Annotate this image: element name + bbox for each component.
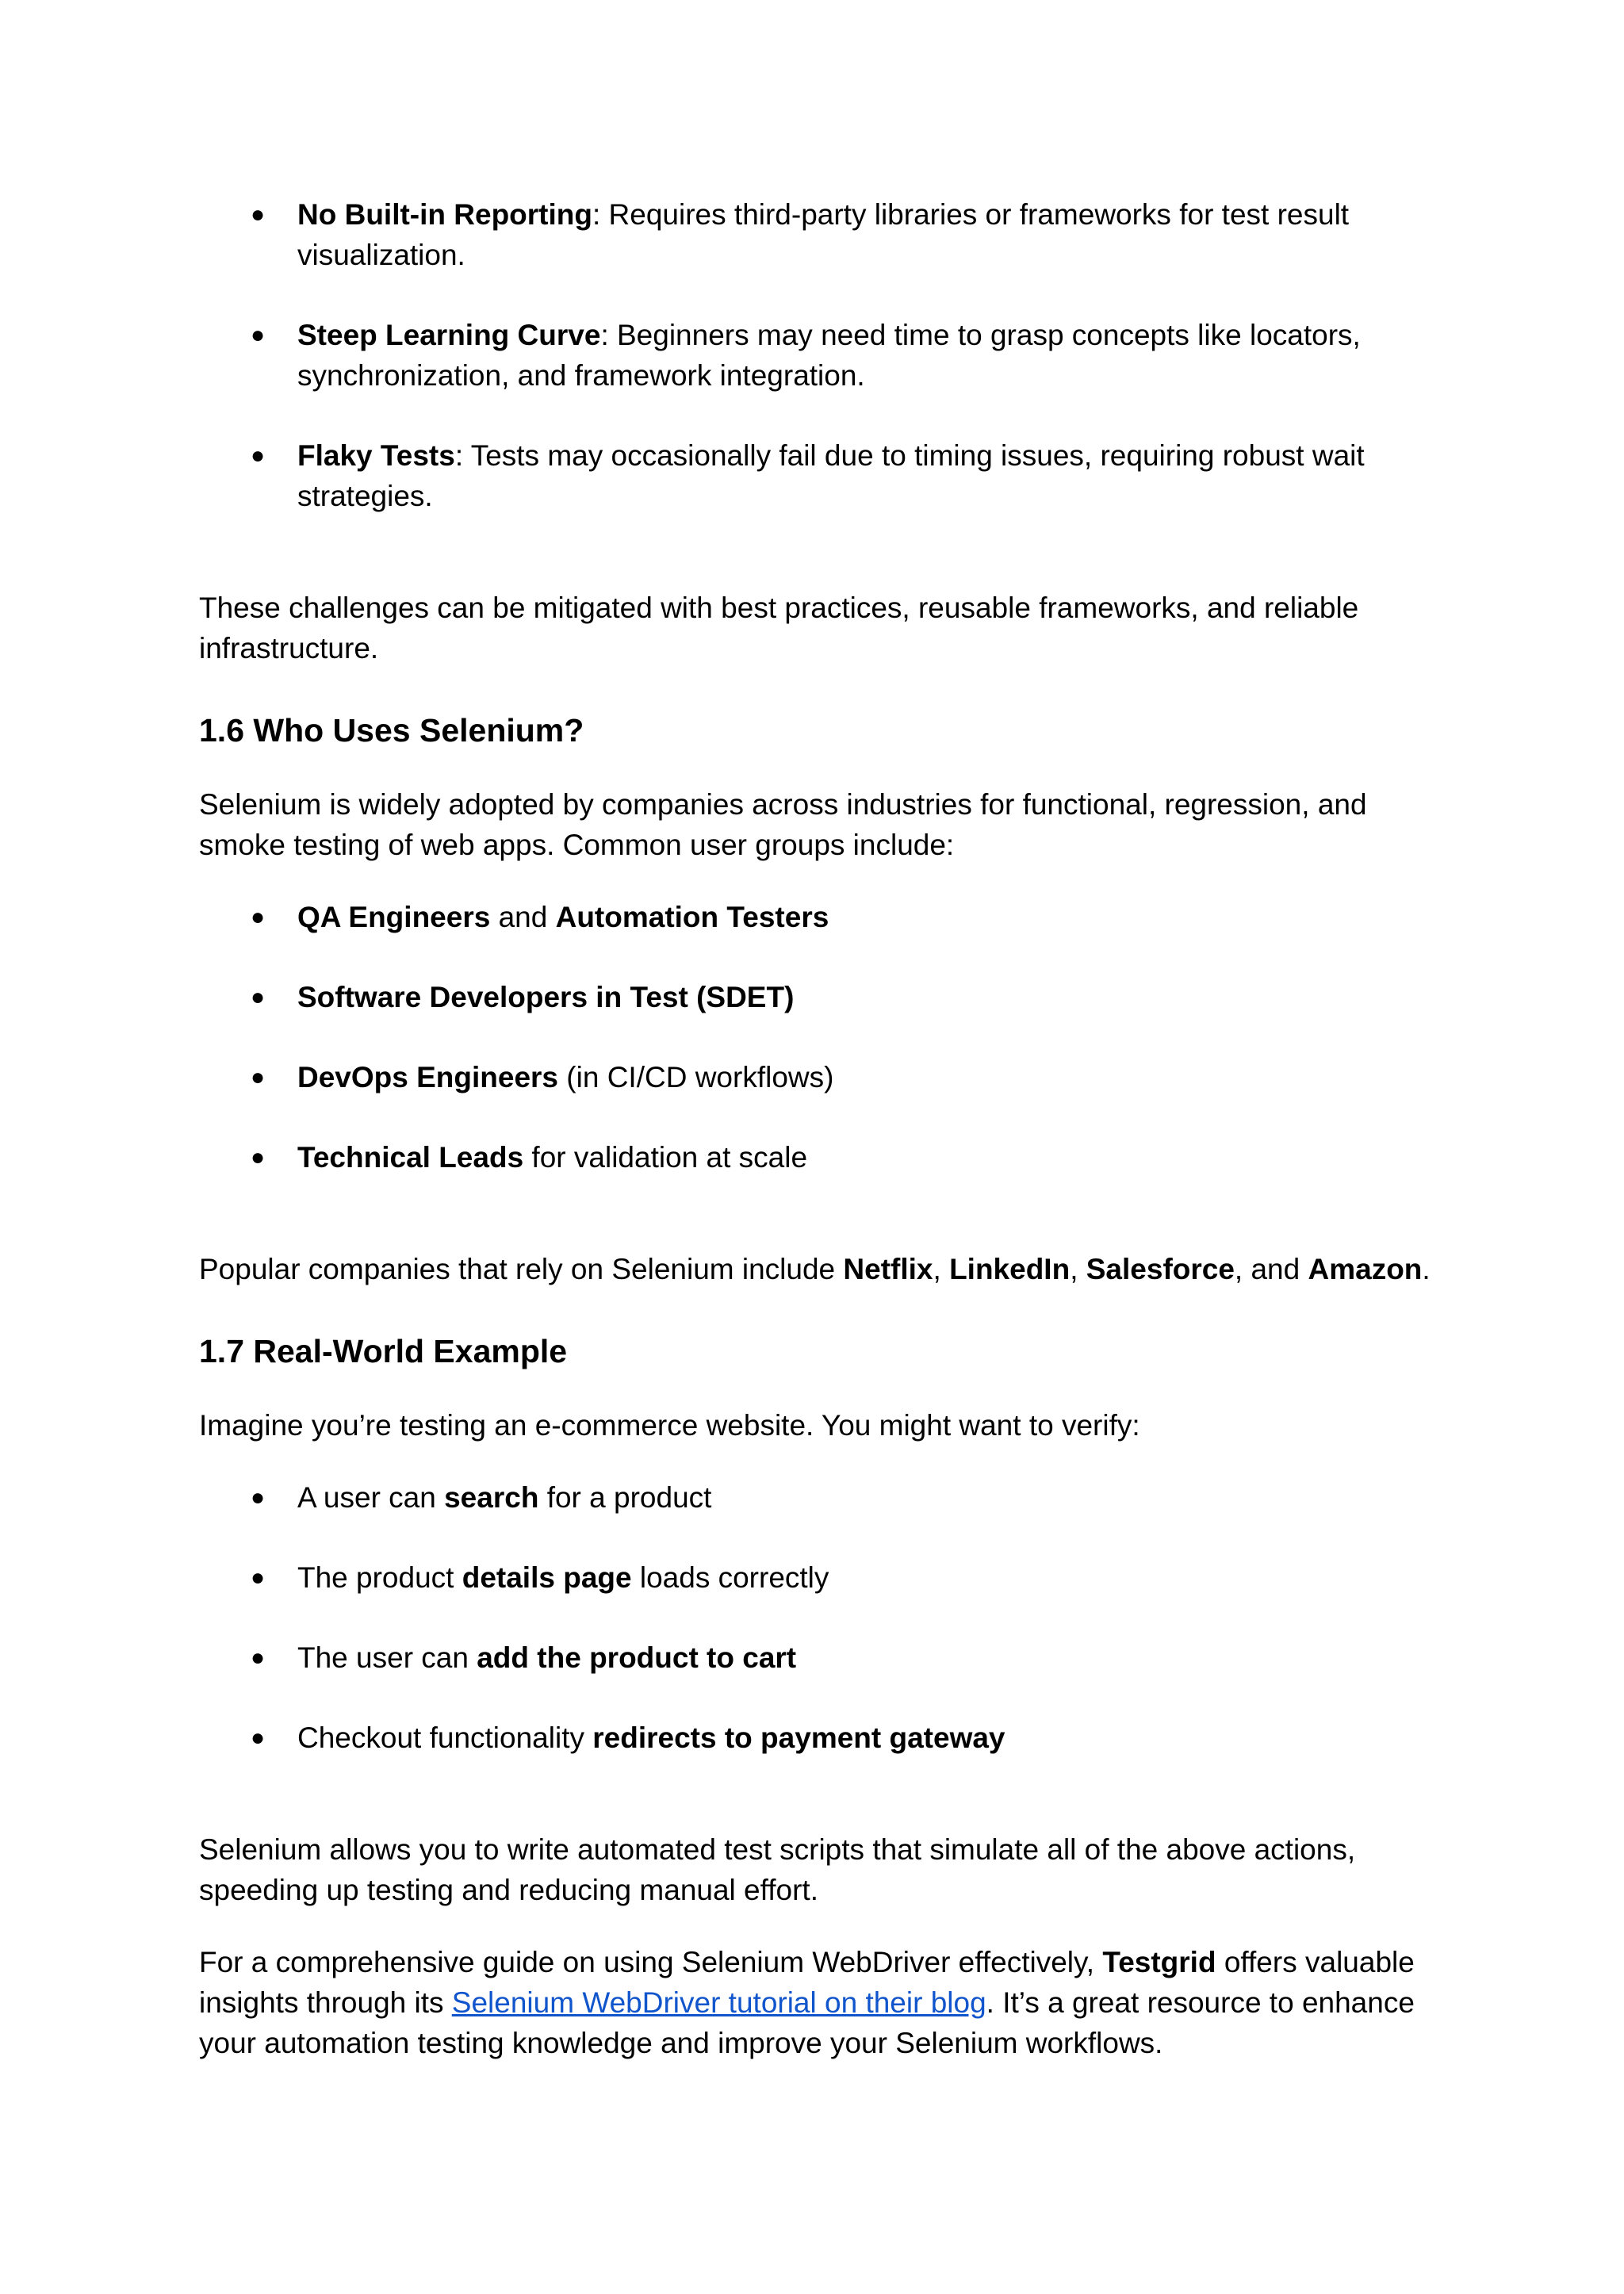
guide-text: For a comprehensive guide on using Selenium WebDriver effectively,	[199, 1946, 1103, 1978]
example-text: loads correctly	[631, 1561, 829, 1594]
guide-text: . It’s a great resource to enhance your automation testing knowledge and improve your Selenium workflows.	[199, 1986, 1415, 2059]
summary-paragraph: Selenium allows you to write automated test scripts that simulate all of the above actions, speeding up testing and reducing manual effort.	[199, 1833, 1356, 1906]
who-uses-intro: Selenium is widely adopted by companies across industries for functional, regression, and smoke testing of web apps. Common user groups include:	[199, 788, 1367, 861]
challenge-text: : Beginners may need time to grasp concepts like locators, synchronization, and framework integration.	[297, 319, 1361, 392]
challenge-term: Flaky Tests	[297, 439, 455, 472]
list-item	[199, 315, 1436, 396]
company-linkedin: LinkedIn	[949, 1253, 1071, 1285]
real-world-intro: Imagine you’re testing an e-commerce website. You might want to verify:	[199, 1409, 1140, 1442]
example-emphasis: search	[444, 1481, 539, 1514]
example-text: for a product	[538, 1481, 712, 1514]
list-item	[199, 1718, 1436, 1758]
company-netflix: Netflix	[843, 1253, 933, 1285]
end-punctuation: .	[1422, 1253, 1431, 1285]
company-salesforce: Salesforce	[1086, 1253, 1235, 1285]
example-text: Checkout functionality	[297, 1721, 593, 1754]
example-text: The product	[297, 1561, 462, 1594]
bullet-icon: ●	[251, 984, 266, 1010]
companies-lead: Popular companies that rely on Selenium include	[199, 1253, 844, 1285]
user-group-sdet: Software Developers in Test (SDET)	[297, 981, 795, 1013]
user-group-qa: QA Engineers	[297, 901, 491, 933]
section-heading-who-uses: 1.6 Who Uses Selenium?	[199, 712, 584, 749]
user-group-note: (in CI/CD workflows)	[558, 1061, 834, 1093]
bullet-icon: ●	[251, 1645, 266, 1671]
list-item	[199, 977, 1436, 1017]
bullet-icon: ●	[251, 322, 266, 348]
brand-testgrid: Testgrid	[1102, 1946, 1216, 1978]
example-emphasis: add the product to cart	[477, 1641, 797, 1674]
bullet-icon: ●	[251, 1484, 266, 1511]
bullet-icon: ●	[251, 1064, 266, 1090]
separator-text: ,	[933, 1253, 950, 1285]
user-group-note: for validation at scale	[523, 1141, 808, 1174]
example-emphasis: redirects to payment gateway	[592, 1721, 1005, 1754]
mitigation-paragraph: These challenges can be mitigated with best practices, reusable frameworks, and reliable infrastructure.	[199, 592, 1359, 664]
challenge-term: No Built-in Reporting	[297, 198, 592, 231]
list-item	[199, 435, 1436, 516]
separator-text: , and	[1234, 1253, 1308, 1285]
tutorial-link[interactable]: Selenium WebDriver tutorial on their blog	[451, 1986, 986, 2019]
bullet-icon: ●	[251, 1725, 266, 1751]
guide-paragraph	[199, 1942, 1436, 2063]
bullet-icon: ●	[251, 904, 266, 930]
company-amazon: Amazon	[1308, 1253, 1423, 1285]
example-text: A user can	[297, 1481, 445, 1514]
user-group-automation: Automation Testers	[555, 901, 829, 933]
bullet-icon: ●	[251, 201, 266, 228]
connector-text: and	[490, 901, 556, 933]
list-item	[199, 1057, 1436, 1097]
verification-list	[199, 1477, 1436, 1758]
challenges-list	[199, 194, 1436, 516]
list-item	[199, 897, 1436, 937]
challenge-term: Steep Learning Curve	[297, 319, 601, 351]
bullet-icon: ●	[251, 1144, 266, 1170]
user-groups-list	[199, 897, 1436, 1178]
section-heading-real-world: 1.7 Real-World Example	[199, 1333, 568, 1369]
challenge-text: : Requires third-party libraries or frameworks for test result visualization.	[297, 198, 1350, 271]
list-item	[199, 1557, 1436, 1598]
companies-paragraph	[199, 1249, 1436, 1289]
user-group-leads: Technical Leads	[297, 1141, 524, 1174]
list-item	[199, 1137, 1436, 1178]
list-item	[199, 1477, 1436, 1518]
list-item	[199, 194, 1436, 275]
bullet-icon: ●	[251, 1564, 266, 1591]
example-emphasis: details page	[462, 1561, 632, 1594]
user-group-devops: DevOps Engineers	[297, 1061, 559, 1093]
guide-text: offers valuable insights through its	[199, 1946, 1415, 2019]
example-text: The user can	[297, 1641, 477, 1674]
separator-text: ,	[1070, 1253, 1086, 1285]
challenge-text: : Tests may occasionally fail due to timing issues, requiring robust wait strategies.	[297, 439, 1365, 512]
list-item	[199, 1637, 1436, 1678]
bullet-icon: ●	[251, 442, 266, 469]
document-page	[199, 0, 1436, 2063]
